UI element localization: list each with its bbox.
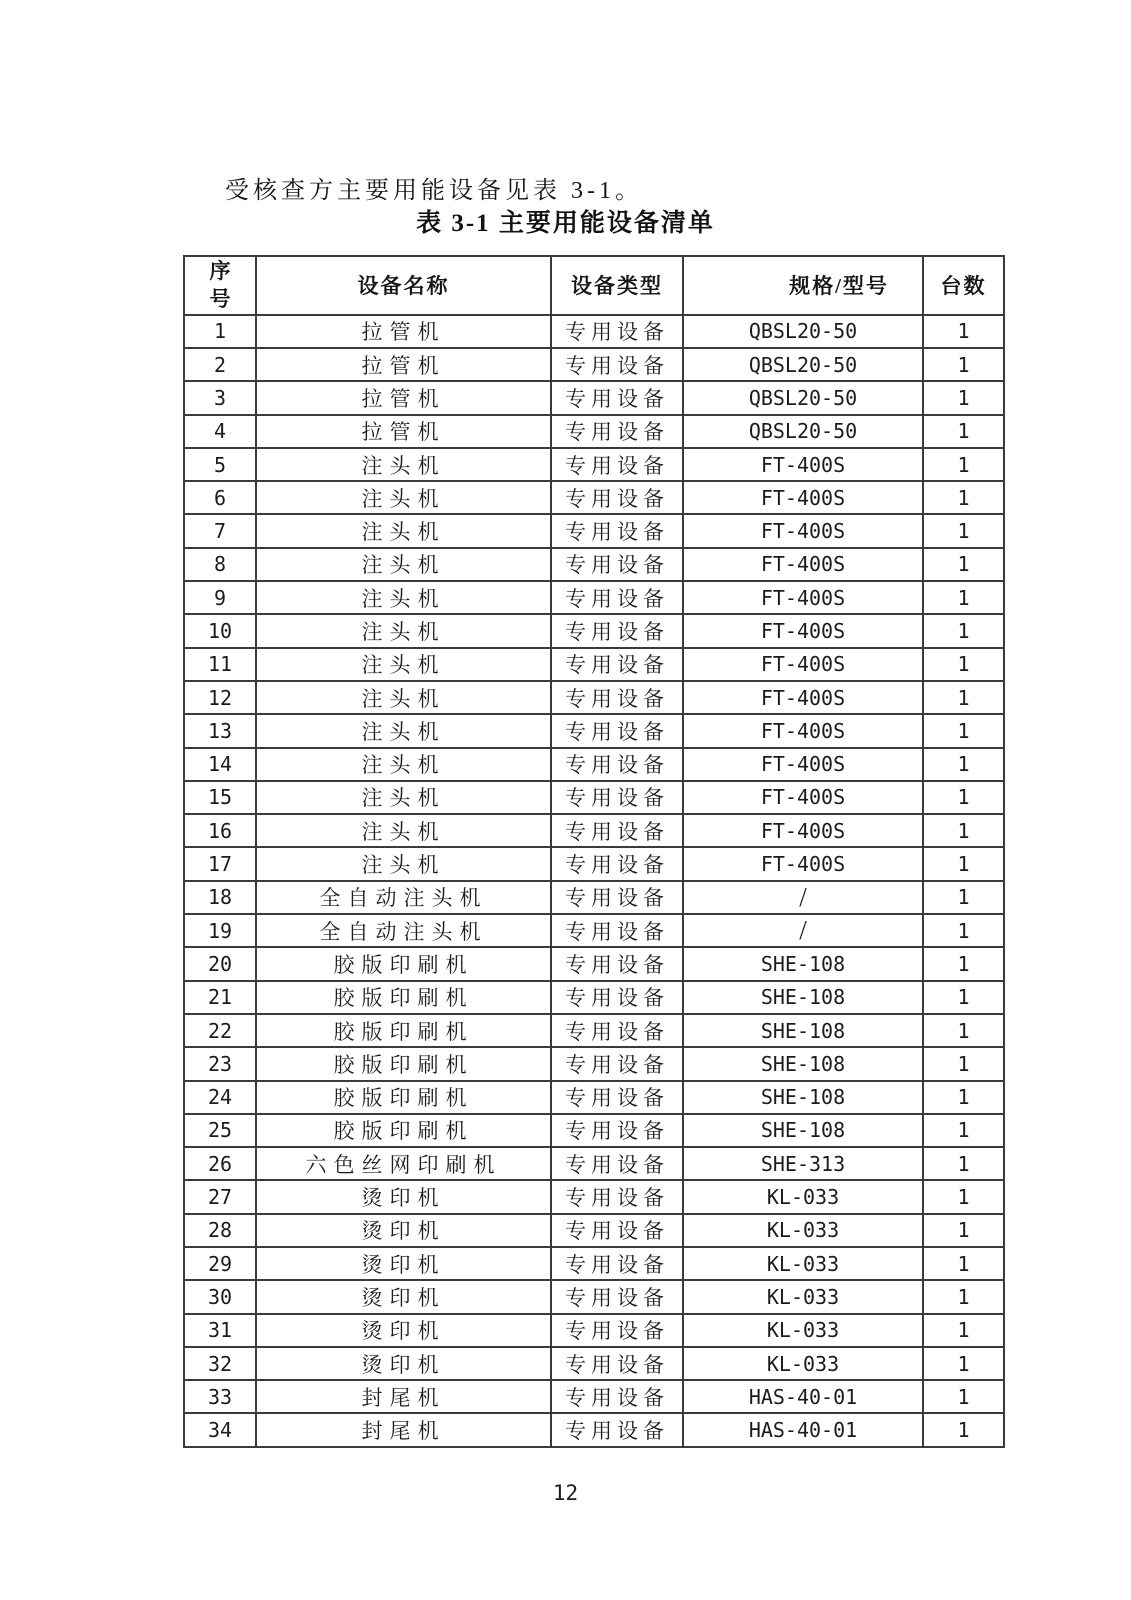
cell-spec: FT-400S bbox=[683, 781, 923, 814]
cell-type: 专用设备 bbox=[551, 781, 683, 814]
cell-index: 28 bbox=[184, 1214, 256, 1247]
table-row bbox=[184, 315, 1004, 348]
cell-count: 1 bbox=[923, 748, 1004, 781]
cell-count: 1 bbox=[923, 1380, 1004, 1413]
cell-type: 专用设备 bbox=[551, 648, 683, 681]
cell-spec: FT-400S bbox=[683, 847, 923, 880]
cell-type: 专用设备 bbox=[551, 681, 683, 714]
cell-spec: SHE-108 bbox=[683, 947, 923, 980]
cell-name: 注头机 bbox=[256, 448, 551, 481]
cell-count: 1 bbox=[923, 781, 1004, 814]
cell-type: 专用设备 bbox=[551, 1280, 683, 1313]
cell-count: 1 bbox=[923, 1047, 1004, 1080]
cell-type: 专用设备 bbox=[551, 881, 683, 914]
cell-name: 胶版印刷机 bbox=[256, 981, 551, 1014]
table-row bbox=[184, 1280, 1004, 1313]
cell-spec: KL-033 bbox=[683, 1247, 923, 1280]
cell-count: 1 bbox=[923, 448, 1004, 481]
cell-name: 胶版印刷机 bbox=[256, 1047, 551, 1080]
cell-spec: FT-400S bbox=[683, 581, 923, 614]
table-row bbox=[184, 381, 1004, 414]
cell-count: 1 bbox=[923, 1314, 1004, 1347]
cell-spec: / bbox=[683, 881, 923, 914]
cell-spec: SHE-108 bbox=[683, 981, 923, 1014]
cell-name: 注头机 bbox=[256, 581, 551, 614]
cell-name: 烫印机 bbox=[256, 1314, 551, 1347]
table-row bbox=[184, 1180, 1004, 1213]
cell-count: 1 bbox=[923, 1280, 1004, 1313]
header-index-label: 序号 bbox=[209, 259, 231, 312]
cell-spec: FT-400S bbox=[683, 614, 923, 647]
cell-index: 15 bbox=[184, 781, 256, 814]
cell-count: 1 bbox=[923, 1247, 1004, 1280]
equipment-table-header bbox=[184, 256, 1004, 315]
cell-spec: KL-033 bbox=[683, 1314, 923, 1347]
table-row bbox=[184, 648, 1004, 681]
header-equipment-type-label: 设备类型 bbox=[571, 274, 663, 299]
cell-index: 6 bbox=[184, 481, 256, 514]
cell-index: 22 bbox=[184, 1014, 256, 1047]
cell-count: 1 bbox=[923, 348, 1004, 381]
cell-name: 注头机 bbox=[256, 814, 551, 847]
cell-name: 注头机 bbox=[256, 714, 551, 747]
table-row bbox=[184, 1347, 1004, 1380]
header-equipment-name bbox=[256, 256, 551, 315]
cell-name: 拉管机 bbox=[256, 415, 551, 448]
cell-type: 专用设备 bbox=[551, 415, 683, 448]
cell-spec: KL-033 bbox=[683, 1180, 923, 1213]
cell-type: 专用设备 bbox=[551, 947, 683, 980]
cell-type: 专用设备 bbox=[551, 1147, 683, 1180]
table-row bbox=[184, 481, 1004, 514]
header-spec-model-label: 规格/型号 bbox=[789, 274, 889, 299]
cell-index: 34 bbox=[184, 1413, 256, 1446]
cell-index: 16 bbox=[184, 814, 256, 847]
cell-index: 17 bbox=[184, 847, 256, 880]
cell-type: 专用设备 bbox=[551, 614, 683, 647]
cell-type: 专用设备 bbox=[551, 1413, 683, 1446]
cell-index: 25 bbox=[184, 1114, 256, 1147]
cell-type: 专用设备 bbox=[551, 1047, 683, 1080]
cell-index: 21 bbox=[184, 981, 256, 1014]
cell-spec: FT-400S bbox=[683, 548, 923, 581]
table-row bbox=[184, 1314, 1004, 1347]
cell-index: 30 bbox=[184, 1280, 256, 1313]
cell-type: 专用设备 bbox=[551, 981, 683, 1014]
cell-spec: FT-400S bbox=[683, 481, 923, 514]
cell-name: 六色丝网印刷机 bbox=[256, 1147, 551, 1180]
cell-type: 专用设备 bbox=[551, 1114, 683, 1147]
table-row bbox=[184, 748, 1004, 781]
table-row bbox=[184, 1214, 1004, 1247]
cell-name: 注头机 bbox=[256, 681, 551, 714]
table-row bbox=[184, 881, 1004, 914]
cell-type: 专用设备 bbox=[551, 914, 683, 947]
cell-index: 31 bbox=[184, 1314, 256, 1347]
cell-type: 专用设备 bbox=[551, 847, 683, 880]
cell-spec: SHE-108 bbox=[683, 1114, 923, 1147]
cell-type: 专用设备 bbox=[551, 448, 683, 481]
cell-index: 10 bbox=[184, 614, 256, 647]
cell-index: 3 bbox=[184, 381, 256, 414]
cell-index: 27 bbox=[184, 1180, 256, 1213]
cell-count: 1 bbox=[923, 614, 1004, 647]
cell-spec: QBSL20-50 bbox=[683, 381, 923, 414]
cell-spec: HAS-40-01 bbox=[683, 1413, 923, 1446]
equipment-table-body bbox=[184, 315, 1004, 1447]
cell-type: 专用设备 bbox=[551, 1180, 683, 1213]
table-row bbox=[184, 1081, 1004, 1114]
cell-name: 胶版印刷机 bbox=[256, 1081, 551, 1114]
cell-index: 32 bbox=[184, 1347, 256, 1380]
cell-count: 1 bbox=[923, 1114, 1004, 1147]
cell-count: 1 bbox=[923, 581, 1004, 614]
cell-spec: SHE-108 bbox=[683, 1047, 923, 1080]
table-row bbox=[184, 714, 1004, 747]
cell-type: 专用设备 bbox=[551, 548, 683, 581]
cell-index: 11 bbox=[184, 648, 256, 681]
cell-spec: KL-033 bbox=[683, 1280, 923, 1313]
table-row bbox=[184, 514, 1004, 547]
cell-name: 胶版印刷机 bbox=[256, 1014, 551, 1047]
cell-count: 1 bbox=[923, 1347, 1004, 1380]
cell-spec: FT-400S bbox=[683, 714, 923, 747]
cell-name: 注头机 bbox=[256, 481, 551, 514]
cell-type: 专用设备 bbox=[551, 714, 683, 747]
table-row bbox=[184, 1047, 1004, 1080]
cell-index: 5 bbox=[184, 448, 256, 481]
cell-count: 1 bbox=[923, 315, 1004, 348]
table-row bbox=[184, 1114, 1004, 1147]
header-equipment-type bbox=[551, 256, 683, 315]
cell-name: 注头机 bbox=[256, 847, 551, 880]
cell-spec: QBSL20-50 bbox=[683, 348, 923, 381]
cell-index: 9 bbox=[184, 581, 256, 614]
cell-index: 7 bbox=[184, 514, 256, 547]
cell-name: 胶版印刷机 bbox=[256, 1114, 551, 1147]
cell-count: 1 bbox=[923, 514, 1004, 547]
cell-index: 20 bbox=[184, 947, 256, 980]
cell-spec: / bbox=[683, 914, 923, 947]
table-row bbox=[184, 614, 1004, 647]
cell-count: 1 bbox=[923, 981, 1004, 1014]
cell-spec: KL-033 bbox=[683, 1214, 923, 1247]
cell-type: 专用设备 bbox=[551, 1247, 683, 1280]
cell-name: 烫印机 bbox=[256, 1180, 551, 1213]
cell-index: 13 bbox=[184, 714, 256, 747]
cell-name: 全自动注头机 bbox=[256, 914, 551, 947]
table-row bbox=[184, 914, 1004, 947]
cell-count: 1 bbox=[923, 914, 1004, 947]
cell-type: 专用设备 bbox=[551, 1214, 683, 1247]
cell-count: 1 bbox=[923, 1413, 1004, 1446]
cell-count: 1 bbox=[923, 714, 1004, 747]
table-row bbox=[184, 1380, 1004, 1413]
cell-type: 专用设备 bbox=[551, 315, 683, 348]
cell-spec: QBSL20-50 bbox=[683, 315, 923, 348]
cell-name: 拉管机 bbox=[256, 348, 551, 381]
cell-name: 注头机 bbox=[256, 514, 551, 547]
cell-type: 专用设备 bbox=[551, 381, 683, 414]
cell-index: 2 bbox=[184, 348, 256, 381]
cell-type: 专用设备 bbox=[551, 1081, 683, 1114]
cell-index: 8 bbox=[184, 548, 256, 581]
cell-count: 1 bbox=[923, 1180, 1004, 1213]
table-title: 表 3-1 主要用能设备清单 bbox=[416, 210, 715, 237]
header-equipment-name-label: 设备名称 bbox=[357, 274, 450, 299]
cell-spec: QBSL20-50 bbox=[683, 415, 923, 448]
cell-index: 4 bbox=[184, 415, 256, 448]
cell-spec: FT-400S bbox=[683, 681, 923, 714]
cell-count: 1 bbox=[923, 415, 1004, 448]
intro-paragraph: 受核查方主要用能设备见表 3-1。 bbox=[225, 178, 643, 204]
cell-name: 注头机 bbox=[256, 548, 551, 581]
table-row bbox=[184, 947, 1004, 980]
header-row bbox=[184, 256, 1004, 315]
cell-count: 1 bbox=[923, 648, 1004, 681]
cell-type: 专用设备 bbox=[551, 748, 683, 781]
cell-count: 1 bbox=[923, 548, 1004, 581]
cell-index: 24 bbox=[184, 1081, 256, 1114]
cell-count: 1 bbox=[923, 947, 1004, 980]
cell-type: 专用设备 bbox=[551, 1014, 683, 1047]
table-row bbox=[184, 847, 1004, 880]
cell-spec: SHE-108 bbox=[683, 1014, 923, 1047]
cell-type: 专用设备 bbox=[551, 581, 683, 614]
cell-count: 1 bbox=[923, 1014, 1004, 1047]
cell-spec: FT-400S bbox=[683, 448, 923, 481]
cell-index: 29 bbox=[184, 1247, 256, 1280]
cell-spec: FT-400S bbox=[683, 748, 923, 781]
table-row bbox=[184, 348, 1004, 381]
cell-index: 14 bbox=[184, 748, 256, 781]
cell-spec: FT-400S bbox=[683, 814, 923, 847]
header-spec-model bbox=[683, 256, 923, 315]
cell-count: 1 bbox=[923, 481, 1004, 514]
cell-count: 1 bbox=[923, 1081, 1004, 1114]
table-row bbox=[184, 1413, 1004, 1446]
cell-type: 专用设备 bbox=[551, 1314, 683, 1347]
header-unit-count bbox=[923, 256, 1004, 315]
cell-index: 18 bbox=[184, 881, 256, 914]
cell-spec: FT-400S bbox=[683, 514, 923, 547]
cell-type: 专用设备 bbox=[551, 1380, 683, 1413]
cell-name: 注头机 bbox=[256, 614, 551, 647]
cell-type: 专用设备 bbox=[551, 1347, 683, 1380]
cell-index: 19 bbox=[184, 914, 256, 947]
cell-count: 1 bbox=[923, 1214, 1004, 1247]
header-unit-count-label: 台数 bbox=[940, 274, 987, 299]
cell-name: 烫印机 bbox=[256, 1280, 551, 1313]
table-row bbox=[184, 681, 1004, 714]
table-row bbox=[184, 981, 1004, 1014]
table-row bbox=[184, 448, 1004, 481]
cell-name: 烫印机 bbox=[256, 1214, 551, 1247]
cell-index: 1 bbox=[184, 315, 256, 348]
cell-spec: SHE-313 bbox=[683, 1147, 923, 1180]
cell-name: 拉管机 bbox=[256, 381, 551, 414]
cell-type: 专用设备 bbox=[551, 348, 683, 381]
cell-index: 33 bbox=[184, 1380, 256, 1413]
table-row bbox=[184, 814, 1004, 847]
table-row bbox=[184, 581, 1004, 614]
cell-name: 烫印机 bbox=[256, 1247, 551, 1280]
cell-count: 1 bbox=[923, 1147, 1004, 1180]
cell-count: 1 bbox=[923, 814, 1004, 847]
cell-name: 拉管机 bbox=[256, 315, 551, 348]
cell-name: 注头机 bbox=[256, 648, 551, 681]
cell-spec: SHE-108 bbox=[683, 1081, 923, 1114]
cell-type: 专用设备 bbox=[551, 514, 683, 547]
cell-type: 专用设备 bbox=[551, 481, 683, 514]
cell-index: 12 bbox=[184, 681, 256, 714]
cell-name: 注头机 bbox=[256, 781, 551, 814]
header-index bbox=[184, 256, 256, 315]
table-row bbox=[184, 415, 1004, 448]
cell-count: 1 bbox=[923, 847, 1004, 880]
cell-count: 1 bbox=[923, 381, 1004, 414]
equipment-table bbox=[183, 255, 1005, 1448]
cell-index: 23 bbox=[184, 1047, 256, 1080]
table-row bbox=[184, 1247, 1004, 1280]
table-row bbox=[184, 548, 1004, 581]
table-row bbox=[184, 1014, 1004, 1047]
cell-name: 封尾机 bbox=[256, 1380, 551, 1413]
table-row bbox=[184, 1147, 1004, 1180]
cell-spec: FT-400S bbox=[683, 648, 923, 681]
cell-index: 26 bbox=[184, 1147, 256, 1180]
cell-name: 胶版印刷机 bbox=[256, 947, 551, 980]
cell-name: 封尾机 bbox=[256, 1413, 551, 1446]
cell-name: 全自动注头机 bbox=[256, 881, 551, 914]
table-row bbox=[184, 781, 1004, 814]
cell-count: 1 bbox=[923, 881, 1004, 914]
cell-count: 1 bbox=[923, 681, 1004, 714]
page-number: 12 bbox=[552, 1481, 579, 1505]
cell-name: 注头机 bbox=[256, 748, 551, 781]
cell-spec: HAS-40-01 bbox=[683, 1380, 923, 1413]
cell-name: 烫印机 bbox=[256, 1347, 551, 1380]
cell-type: 专用设备 bbox=[551, 814, 683, 847]
cell-spec: KL-033 bbox=[683, 1347, 923, 1380]
